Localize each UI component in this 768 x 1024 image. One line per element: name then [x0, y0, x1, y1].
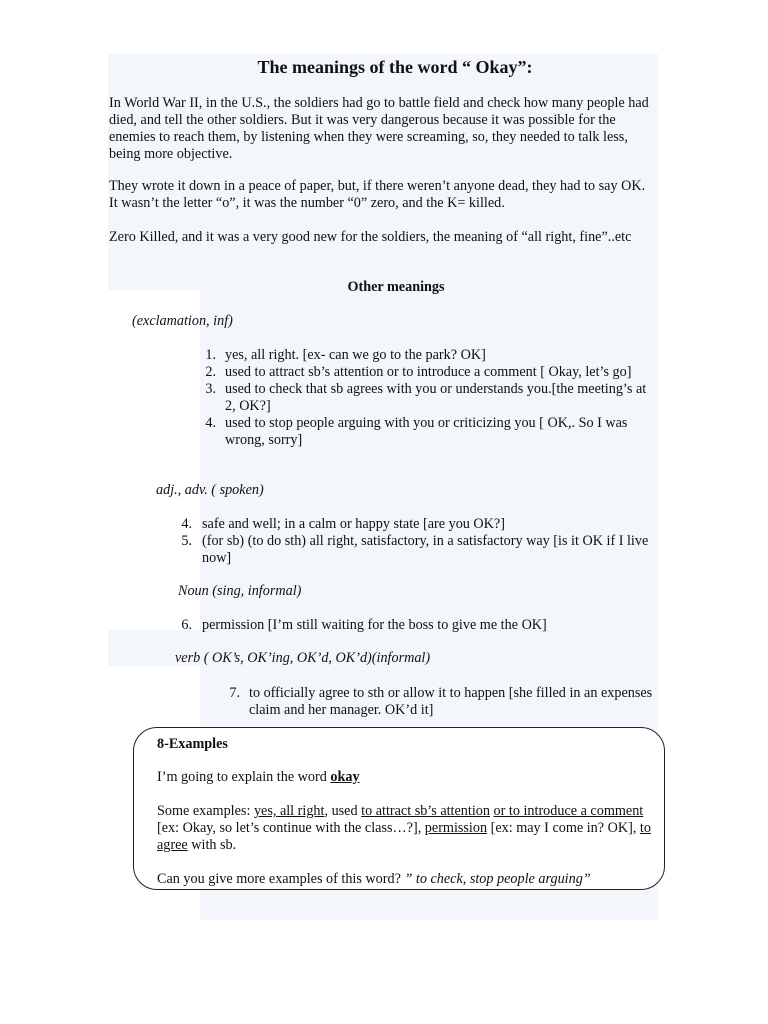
ex-text: Some examples:	[157, 803, 254, 819]
question-answer: ” to check, stop people arguing”	[404, 871, 591, 887]
explain-word: okay	[330, 769, 360, 785]
list-number: 7.	[229, 685, 240, 701]
noun-list	[176, 617, 660, 634]
list-item-text: used to stop people arguing with you or criticizing you [ OK,. So I was wrong, sorry]	[225, 415, 628, 448]
ex-text: , used	[324, 803, 362, 819]
list-item-text: safe and well; in a calm or happy state [are you OK?]	[202, 516, 505, 532]
list-item	[200, 364, 660, 381]
verb-list	[224, 685, 660, 719]
list-item-text: (for sb) (to do sth) all right, satisfactory, in a satisfactory way [is it OK if I live now]	[202, 533, 649, 566]
section-label-exclamation: (exclamation, inf)	[132, 313, 233, 329]
paragraph-history: In World War II, in the U.S., the soldiers had go to battle field and check how many people had died, and tell the other soldiers. But it was very dangerous because it was possible for the enemies to reach them, by listening when they were screaming, so, they needed to talk less, being more objective.	[109, 95, 649, 162]
ex-underlined: to attract sb’s attention	[361, 803, 490, 819]
section-label-verb: verb ( OK’s, OK’ing, OK’d, OK’d)(informal)	[175, 650, 431, 666]
examples-explain-line	[157, 769, 360, 786]
explain-prefix: I’m going to explain the word	[157, 769, 331, 785]
question-text: Can you give more examples of this word?	[157, 871, 405, 887]
list-number: 3.	[205, 381, 216, 397]
paragraph-zero-killed: Zero Killed, and it was a very good new for the soldiers, the meaning of “all right, fine”..etc	[109, 229, 632, 245]
list-item	[176, 533, 660, 567]
list-item	[200, 415, 660, 449]
paragraph-ok-meaning: They wrote it down in a peace of paper, but, if there weren’t anyone dead, they had to say OK. It wasn’t the letter “o”, it was the number “0” zero, and the K= killed.	[109, 178, 646, 211]
list-number: 6.	[181, 617, 192, 633]
list-item	[224, 685, 660, 719]
examples-question	[157, 871, 591, 888]
adj-adv-list	[176, 516, 660, 567]
ex-underlined: permission	[424, 820, 488, 836]
list-item-text: used to check that sb agrees with you or understands you.[the meeting’s at 2, OK?]	[225, 381, 647, 414]
list-number: 5.	[181, 533, 192, 549]
ex-text: with sb.	[187, 837, 237, 853]
list-item-text: yes, all right. [ex- can we go to the park? OK]	[225, 347, 486, 363]
list-item-text: permission [I’m still waiting for the boss to give me the OK]	[202, 617, 547, 633]
list-item	[176, 516, 660, 533]
list-item-text: used to attract sb’s attention or to introduce a comment [ Okay, let’s go]	[225, 364, 632, 380]
other-meanings-heading: Other meanings	[347, 279, 445, 295]
exclamation-list	[200, 347, 660, 449]
section-label-adj-adv: adj., adv. ( spoken)	[156, 482, 264, 498]
examples-text	[157, 803, 657, 854]
list-number: 4.	[205, 415, 216, 431]
ex-underlined: or to introduce a comment	[493, 803, 644, 819]
ex-underlined: yes, all right	[253, 803, 325, 819]
ex-underlined: to agree	[157, 820, 651, 853]
document-title: The meanings of the word “ Okay”:	[257, 57, 533, 77]
ex-text: [ex: may I come in? OK],	[487, 820, 640, 836]
list-number: 4.	[181, 516, 192, 532]
ex-text: [ex: Okay, so let’s continue with the class…?],	[157, 820, 425, 836]
list-number: 1.	[205, 347, 216, 363]
list-item	[200, 381, 660, 415]
list-item	[176, 617, 660, 634]
list-item-text: to officially agree to sth or allow it to happen [she filled in an expenses claim and her manager. OK’d it]	[249, 685, 653, 718]
section-label-noun: Noun (sing, informal)	[178, 583, 302, 599]
list-item	[200, 347, 660, 364]
list-number: 2.	[205, 364, 216, 380]
background-tint	[108, 54, 658, 290]
examples-heading: 8-Examples	[157, 736, 228, 752]
